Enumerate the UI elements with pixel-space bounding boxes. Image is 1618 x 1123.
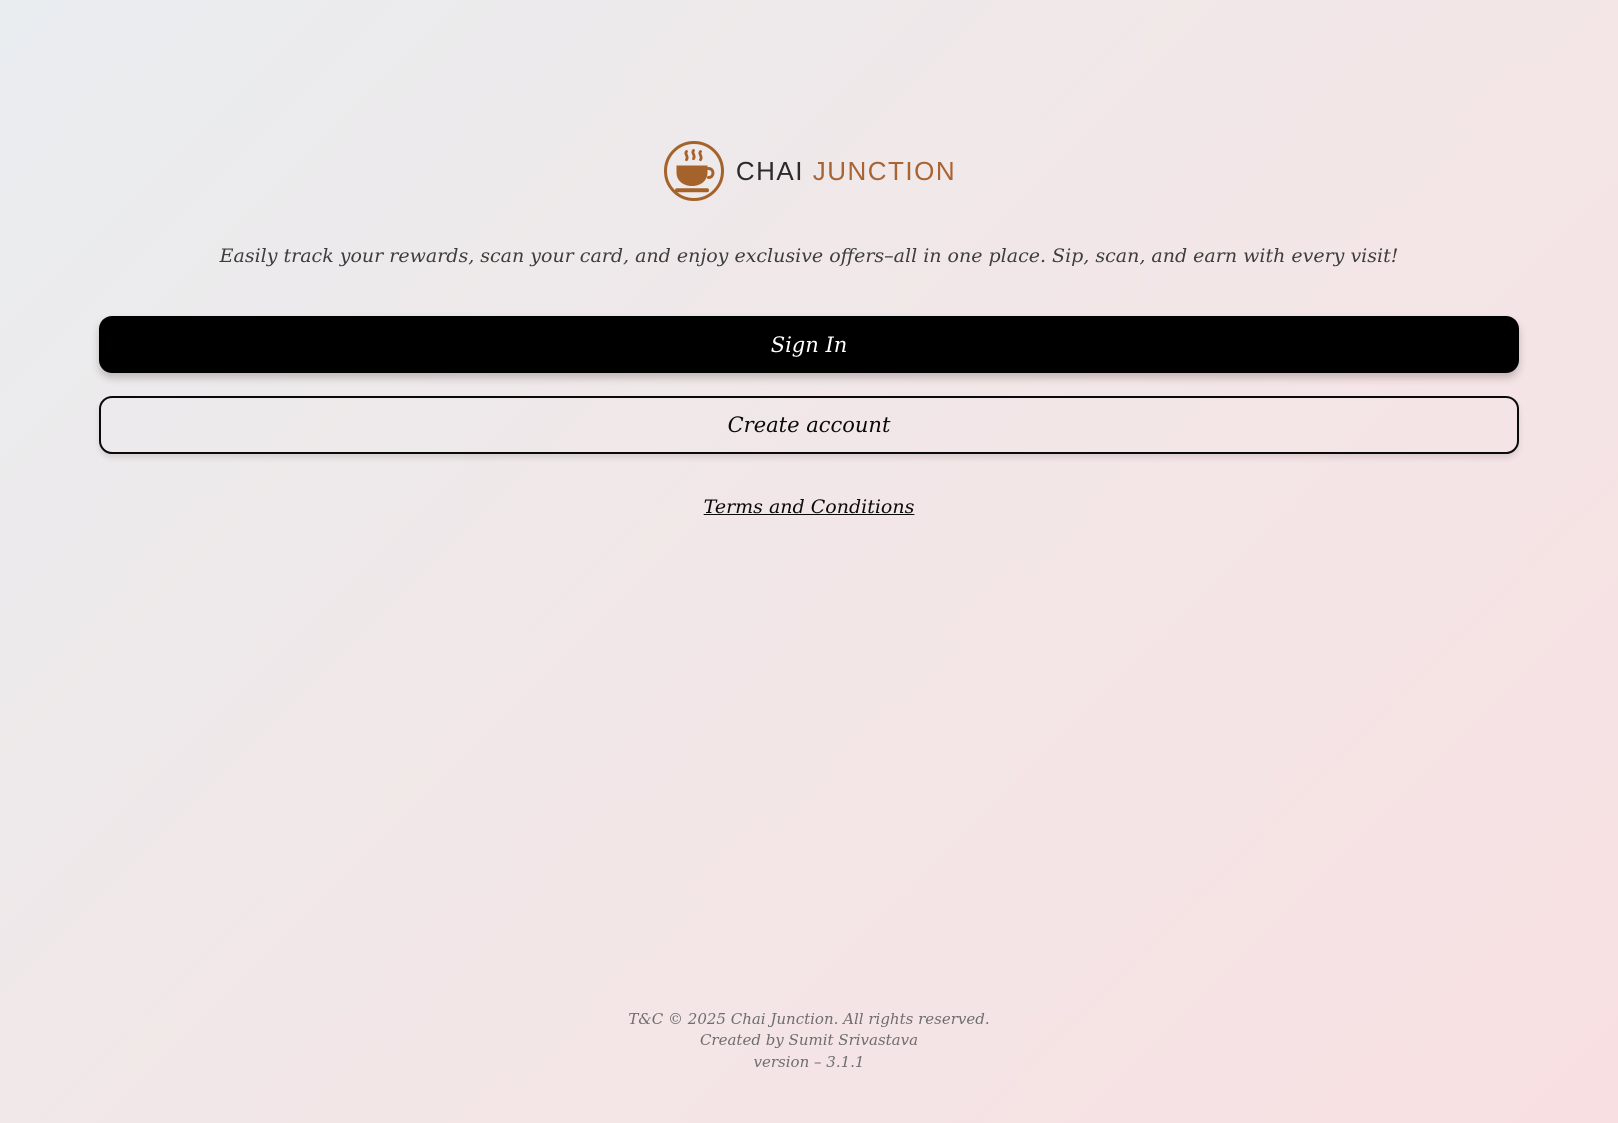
brand-name-secondary: JUNCTION: [812, 155, 957, 186]
footer-credit: Created by Sumit Srivastava: [699, 1031, 919, 1049]
terms-row: [99, 496, 1519, 518]
brand-name: [736, 156, 956, 187]
coffee-cup-icon: [662, 139, 726, 203]
footer-version: version – 3.1.1: [753, 1052, 865, 1071]
footer-copyright: T&C © 2025 Chai Junction. All rights reserved.: [628, 1009, 990, 1028]
brand-logo: [99, 139, 1519, 203]
sign-in-button[interactable]: Sign In: [99, 316, 1519, 373]
create-account-button[interactable]: Create account: [99, 396, 1519, 454]
page-footer: [0, 1009, 1618, 1123]
terms-and-conditions-link[interactable]: Terms and Conditions: [703, 496, 915, 518]
tagline-text: Easily track your rewards, scan your card, and enjoy exclusive offers–all in one place. Sip, scan, and earn with every visit!: [219, 245, 1399, 267]
brand-name-primary: CHAI: [735, 155, 804, 186]
